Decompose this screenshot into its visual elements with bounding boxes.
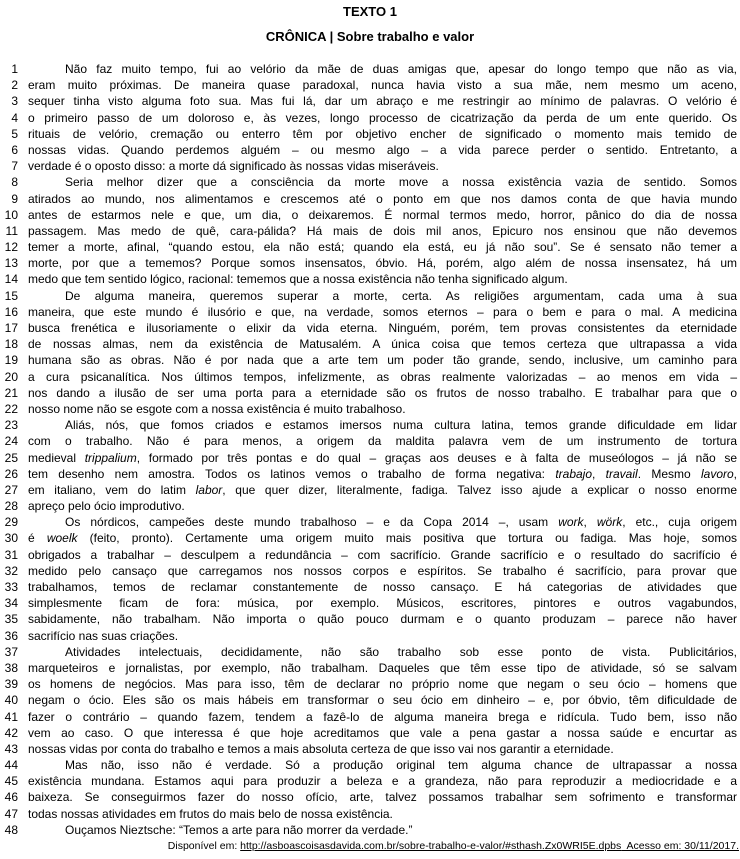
text-line [0,741,740,757]
line-text: atirados ao mundo, nos alimentamos e crescemos até o ponto em que nos damos conta de que havia mundo [28,191,737,206]
source-url[interactable]: http://asboascoisasdavida.com.br/sobre-trabalho-e-valor/#sthash.Zx0WRI5E.dpbs [240,840,622,852]
line-text: rituais de velório, cremação ou enterro têm por objetivo encher de significado o momento mais temido de [28,126,737,141]
page-title: TEXTO 1 [343,4,397,19]
text-line [0,579,740,595]
line-text: busca frenética e ilusoriamente o elixir da vida eterna. Ninguém, porém, tem provas consistentes da eternidade [28,321,737,335]
text-line [0,773,740,789]
text-line [0,660,740,676]
line-text: maneira, que este mundo é ilusório e que, na verdade, somos eternos – para o bem e para o mal. A medicina [28,304,737,319]
line-number: 46 [4,790,18,805]
line-number: 10 [4,207,18,222]
line-number: 33 [4,580,18,594]
text-line [0,336,740,352]
text-line [0,450,740,466]
line-text: Os nórdicos, campeões deste mundo trabalhoso – e da Copa 2014 –, usam work, wörk, etc., cuja origem [65,515,737,530]
line-number: 19 [4,353,18,368]
line-number: 17 [4,321,18,335]
line-number: 24 [4,434,18,449]
line-text: nosso nome não se esgote com a nossa existência é muito trabalhoso. [28,401,406,416]
text-line [0,628,740,644]
line-number: 13 [4,256,18,271]
line-number: 36 [4,628,18,643]
line-text: o primeiro passo de um doloroso e, às vezes, longo processo de cicatrização da perda de um ente querido. Os [28,110,737,125]
line-number: 34 [4,596,18,611]
line-number: 21 [4,385,18,400]
text-line [0,806,740,822]
line-number: 11 [5,223,18,238]
line-number: 45 [4,774,18,789]
line-number: 5 [11,126,18,141]
text-line [0,547,740,563]
text-line [0,417,740,433]
line-text: fazer o contrário – quando fazem, tendem a fazê-lo de alguma maneira brega e ridícula. Tudo bem, isso não [28,709,737,724]
text-line [0,725,740,741]
line-text: De alguma maneira, queremos superar a morte, certa. As religiões argumentam, cada uma à sua [65,288,737,303]
text-line [0,142,740,158]
line-number: 30 [4,531,18,546]
text-line [0,789,740,805]
line-text: negam o ócio. Eles são os mais hábeis em transformar o seu ócio em dinheiro – e, por óbvio, têm dificuldade de [28,693,737,708]
line-number: 41 [4,709,18,724]
line-text: marqueteiros e jornalistas, por exemplo, não trabalham. Daqueles que têm esse tipo de atividade, só se salvam [28,660,737,675]
line-text: nossas vidas. Quando perdemos alguém – ou mesmo algo – a vida parece perder o sentido. Entretanto, a [28,142,737,157]
text-line [0,498,740,514]
text-line [0,207,740,223]
line-number: 44 [4,758,18,773]
text-line [0,320,740,336]
line-number: 1 [11,62,18,76]
line-text: sequer tinha visto alguma foto sua. Mas fui lá, dar um abraço e me restringir ao mínimo de palavras. O velório é [28,94,737,109]
text-line [0,110,740,126]
line-text: nossas vidas por conta do trabalho e temos a mais absoluta certeza de que isso vai nos garantir a eternidade. [28,741,614,756]
text-line [0,77,740,93]
text-line [0,611,740,627]
line-number: 14 [4,272,18,287]
source-line [0,840,740,853]
page-subtitle: CRÔNICA | Sobre trabalho e valor [265,29,475,44]
text-line [0,352,740,368]
text-line [0,191,740,207]
line-text: Aliás, nós, que fomos criados e estamos imersos numa cultura latina, temos grande dificuldade em lidar [65,418,737,433]
text-line [0,239,740,255]
line-number: 26 [4,466,18,481]
line-text: tem desenho nem amostra. Todos os latinos vemos o trabalho de forma negativa: trabajo, travail. Mesmo lavoro, [28,466,738,481]
line-number: 25 [4,450,18,465]
line-text: existência mundana. Estamos aqui para produzir a beleza e a grandeza, não para reproduzir a mediocridade e a [28,774,737,789]
line-number: 48 [4,822,18,837]
text-line [0,385,740,401]
line-number: 16 [4,304,18,319]
line-text: Ouçamos Nieztsche: “Temos a arte para não morrer da verdade.” [65,822,413,837]
line-text: é woelk (feito, pronto). Certamente uma origem muito mais positiva que tortura ou fadiga. Mas hoje, somos [28,531,738,546]
text-line [0,126,740,142]
line-text: Mas não, isso não é verdade. Só a produção original tem alguma chance de ultrapassar a nossa [65,758,737,773]
line-number: 31 [4,547,18,562]
line-number: 40 [4,693,18,708]
text-line [0,595,740,611]
text-line [0,93,740,109]
line-text: apreço pelo ócio improdutivo. [28,499,185,514]
text-line [0,288,740,304]
text-line [0,401,740,417]
text-line [0,644,740,660]
line-text: simplesmente ficam de fora: música, por exemplo. Músicos, escritores, pintores e outros vagabundos, [28,596,737,611]
line-number: 9 [11,191,18,206]
line-text: de nossas almas, nem da existência de Matusalém. A única coisa que temos certeza que ultrapassa a vida [28,337,737,352]
text-line [0,433,740,449]
text-line [0,692,740,708]
text-line [0,158,740,174]
line-text: sacrifício nas suas criações. [28,628,179,643]
line-text: a cura psicanalítica. Nos últimos tempos, infelizmente, as obras realmente valorizadas – ao menos em vida – [28,369,737,384]
text-line [0,482,740,498]
line-text: medido pelo cansaço que carregamos nos nossos corpos e espíritos. Se trabalho é sacrifício, para provar que [28,563,737,578]
line-number: 12 [4,240,18,255]
text-body [0,61,740,838]
line-text: os homens de negócios. Mas para isso, têm de declarar no próprio nome que negam o seu ócio – homens que [28,677,737,692]
line-text: temer a morte, afinal, “quando estou, ela não está; quando ela está, eu já não sou”. Se é sensato não temer a [28,240,737,255]
text-line [0,223,740,239]
line-text: em italiano, vem do latim labor, que quer dizer, literalmente, fadiga. Talvez isso ajude a explicar o nosso enorme [28,482,737,497]
line-number: 27 [4,482,18,497]
line-text: sabidamente, não trabalham. Não importa o quão pouco durmam e o quanto produzam – parece não haver [28,612,737,627]
line-number: 6 [11,142,18,157]
text-line [0,709,740,725]
text-line [0,174,740,190]
line-number: 3 [11,94,18,109]
source-label: Disponível em: [167,840,241,852]
text-line [0,304,740,320]
text-line [0,466,740,482]
line-number: 38 [4,660,18,675]
line-text: verdade é o oposto disso: a morte dá significado às nossas vidas miseráveis. [28,159,439,174]
line-number: 4 [11,110,18,125]
line-number: 39 [4,677,18,692]
line-number: 15 [4,288,18,303]
line-number: 47 [4,806,18,821]
text-line [0,757,740,773]
line-number: 32 [4,563,18,578]
line-number: 35 [4,612,18,627]
line-text: morte, por que a tememos? Porque somos insensatos, óbvio. Há, porém, algo além de nossa insensatez, há um [28,256,737,271]
text-line [0,271,740,287]
text-line [0,676,740,692]
line-number: 37 [4,644,18,659]
line-text: nos dando a ilusão de ser uma porta para a eternidade são os frutos de nosso trabalho. E trabalhar para que o [28,385,737,400]
line-number: 28 [4,499,18,514]
text-line [0,369,740,385]
line-number: 23 [4,418,18,433]
text-line [0,61,740,77]
line-text: eram muito próximas. De maneira quase paradoxal, nunca havia visto a sua mãe, nem mesmo um aceno, [28,78,737,93]
line-text: baixeza. Se conseguirmos fazer do nosso ofício, arte, talvez possamos trabalhar sem sofrimento e transformar [28,790,737,805]
text-line [0,255,740,271]
line-number: 20 [4,369,18,384]
line-number: 29 [4,515,18,530]
line-text: passagem. Mas medo de quê, cara-pálida? Há mais de dois mil anos, Epicuro nos ensinou que não devemos [28,223,737,238]
text-line [0,514,740,530]
line-number: 2 [11,78,18,93]
text-line [0,822,740,838]
text-line [0,530,740,546]
text-line [0,563,740,579]
line-number: 18 [4,337,18,352]
line-text: obrigados a trabalhar – desculpem a redundância – com sacrifício. Grande sacrifício e o resultado do sacrifício é [28,547,737,562]
line-text: trabalhamos, temos de reclamar constantemente de nosso cansaço. E há categorias de atividades que [28,580,737,594]
line-number: 7 [11,159,18,174]
line-text: antes de estarmos nele e que, um dia, o deixaremos. É normal termos medo, horror, pânico do dia de nossa [28,207,737,222]
line-text: medieval trippalium, formado por três pontas e do qual – graças aos deuses e à falta de museólogos – já não se [28,450,738,465]
line-text: Seria melhor dizer que a consciência da morte move a nossa existência vazia de sentido. Somos [65,175,737,190]
line-text: vem ao caso. O que interessa é que hoje acreditamos que vale a pena gastar a nossa saúde e encurtar as [28,725,737,740]
source-access-date: Acesso em: 30/11/2017. [621,840,739,852]
line-number: 43 [4,741,18,756]
line-text: Atividades intelectuais, decididamente, não são trabalho sob esse ponto de vista. Publicitários, [65,644,737,659]
line-number: 42 [4,725,18,740]
line-text: Não faz muito tempo, fui ao velório da mãe de duas amigas que, apesar do longo tempo que não as via, [65,62,737,76]
line-text: com o trabalho. Não é para menos, a origem da maldita palavra vem de um instrumento de tortura [28,434,737,449]
line-number: 22 [4,401,18,416]
line-text: medo que tem sentido lógico, racional: tememos que a nossa existência não tenha significado algum. [28,272,568,287]
line-text: todas nossas atividades em frutos do mais belo de nossa existência. [28,806,393,821]
line-number: 8 [11,175,18,190]
line-text: humana são as obras. Não é por nada que a arte tem um poder tão grande, sendo, inclusive, um caminho para [28,353,737,368]
